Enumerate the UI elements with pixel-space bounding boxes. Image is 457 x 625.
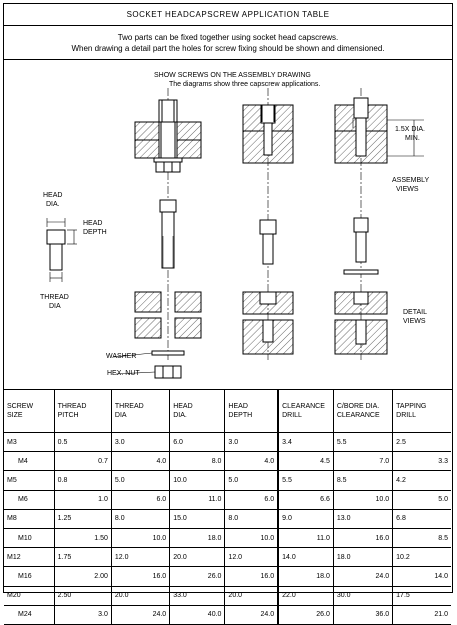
head-depth-label-2: DEPTH: [83, 229, 107, 236]
cell-head-depth: 4.0: [225, 452, 278, 471]
cell-clearance-drill: 5.5: [278, 471, 333, 490]
cell-thread-dia: 6.0: [111, 490, 169, 509]
cell-cbore-dia-clearance: 8.5: [333, 471, 392, 490]
cell-head-dia: 8.0: [170, 452, 225, 471]
sheet-title: SOCKET HEADCAPSCREW APPLICATION TABLE: [4, 4, 452, 26]
cell-thread-dia: 5.0: [111, 471, 169, 490]
cell-clearance-drill: 9.0: [278, 509, 333, 528]
cell-clearance-drill: 4.5: [278, 452, 333, 471]
drawing-sheet: [3, 3, 453, 619]
cell-clearance-drill: 26.0: [278, 605, 333, 624]
cell-cbore-dia-clearance: 10.0: [333, 490, 392, 509]
cell-head-depth: 12.0: [225, 548, 278, 567]
cell-thread-pitch: 2.00: [54, 567, 111, 586]
cell-cbore-dia-clearance: 13.0: [333, 509, 392, 528]
cell-thread-pitch: 0.7: [54, 452, 111, 471]
assembly-heading-1: SHOW SCREWS ON THE ASSEMBLY DRAWING: [154, 72, 311, 79]
cell-thread-pitch: 1.0: [54, 490, 111, 509]
cell-thread-dia: 20.0: [111, 586, 169, 605]
reference-capscrew: [47, 218, 77, 282]
header-cbore-dia-clearance-line-1: C/BORE DIA.: [336, 403, 380, 410]
cell-screw-size: M4: [4, 452, 54, 471]
cell-head-dia: 18.0: [170, 528, 225, 547]
cell-head-depth: 6.0: [225, 490, 278, 509]
header-cbore-dia-clearance: [333, 390, 392, 433]
assembly-heading-2: The diagrams show three capscrew applications.: [169, 81, 321, 88]
cell-head-depth: 10.0: [225, 528, 278, 547]
cell-screw-size: M12: [4, 548, 54, 567]
header-head-dia-line-1: HEAD: [173, 403, 193, 410]
header-tapping-drill-line-2: DRILL: [396, 412, 416, 419]
cell-head-dia: 40.0: [170, 605, 225, 624]
cell-head-depth: 5.0: [225, 471, 278, 490]
capscrew-diagrams: [4, 60, 451, 390]
cell-clearance-drill: 22.0: [278, 586, 333, 605]
header-head-dia: [170, 390, 225, 433]
table-row: [4, 433, 451, 452]
cell-head-depth: 16.0: [225, 567, 278, 586]
header-head-dia-line-2: DIA.: [173, 412, 187, 419]
detail-plates-3: [335, 292, 387, 354]
hex-nut-label: HEX. NUT: [107, 370, 140, 377]
header-head-depth-line-1: HEAD: [228, 403, 248, 410]
header-tapping-drill: [393, 390, 451, 433]
table-row: [4, 586, 451, 605]
intro-line-2: When drawing a detail part the holes for screw fixing should be shown and dimensioned.: [71, 44, 385, 53]
table-row: [4, 509, 451, 528]
dia-note-line-1: 1.5X DIA.: [395, 126, 425, 133]
capscrew-spec-table: [4, 390, 451, 625]
cell-head-dia: 26.0: [170, 567, 225, 586]
table-header-row: [4, 390, 451, 433]
cell-head-dia: 6.0: [170, 433, 225, 452]
intro-line-1: Two parts can be fixed together using socket head capscrews.: [117, 33, 339, 42]
header-screw-size: [4, 390, 54, 433]
cell-screw-size: M16: [4, 567, 54, 586]
assembly-bolt-and-nut: [135, 100, 201, 172]
cell-clearance-drill: 6.6: [278, 490, 333, 509]
detail-views-label-2: VIEWS: [403, 318, 426, 325]
cell-tapping-drill: 4.2: [393, 471, 451, 490]
table-row: [4, 452, 451, 471]
cell-clearance-drill: 3.4: [278, 433, 333, 452]
cell-thread-dia: 4.0: [111, 452, 169, 471]
cell-screw-size: M6: [4, 490, 54, 509]
header-clearance-drill-line-1: CLEARANCE: [282, 403, 325, 410]
header-thread-pitch-line-2: PITCH: [57, 412, 79, 419]
cell-screw-size: M5: [4, 471, 54, 490]
cell-tapping-drill: 3.3: [393, 452, 451, 471]
cell-thread-dia: 10.0: [111, 528, 169, 547]
assembly-views-label-1: ASSEMBLY: [392, 177, 430, 184]
cell-head-depth: 24.0: [225, 605, 278, 624]
cell-cbore-dia-clearance: 18.0: [333, 548, 392, 567]
cell-screw-size: M20: [4, 586, 54, 605]
cell-tapping-drill: 6.8: [393, 509, 451, 528]
cell-thread-pitch: 0.5: [54, 433, 111, 452]
cell-cbore-dia-clearance: 5.5: [333, 433, 392, 452]
washer-label: WASHER: [106, 353, 137, 360]
head-dia-label-1: HEAD: [43, 192, 63, 199]
cell-screw-size: M24: [4, 605, 54, 624]
detail-views-label-1: DETAIL: [403, 309, 427, 316]
table-row: [4, 471, 451, 490]
cell-screw-size: M3: [4, 433, 54, 452]
assembly-drawing-area: [4, 60, 452, 390]
cell-thread-pitch: 1.25: [54, 509, 111, 528]
cell-cbore-dia-clearance: 36.0: [333, 605, 392, 624]
detail-plates-2: [243, 292, 293, 354]
header-thread-dia-line-2: DIA: [114, 412, 127, 419]
cell-screw-size: M10: [4, 528, 54, 547]
header-cbore-dia-clearance-line-2: CLEARANCE: [336, 412, 380, 419]
header-thread-dia: [111, 390, 169, 433]
header-head-depth: [225, 390, 278, 433]
cell-clearance-drill: 14.0: [278, 548, 333, 567]
cell-head-depth: 8.0: [225, 509, 278, 528]
cell-tapping-drill: 14.0: [393, 567, 451, 586]
cell-thread-pitch: 2.50: [54, 586, 111, 605]
cell-cbore-dia-clearance: 16.0: [333, 528, 392, 547]
table-row: [4, 528, 451, 547]
assembly-tapped: [243, 105, 293, 163]
cell-cbore-dia-clearance: 7.0: [333, 452, 392, 471]
cell-thread-dia: 24.0: [111, 605, 169, 624]
intro-text: [4, 26, 452, 60]
thread-dia-label-1: THREAD: [40, 294, 69, 301]
cell-thread-pitch: 0.8: [54, 471, 111, 490]
cell-thread-pitch: 1.50: [54, 528, 111, 547]
head-depth-label-1: HEAD: [83, 220, 103, 227]
cell-head-dia: 10.0: [170, 471, 225, 490]
cell-tapping-drill: 8.5: [393, 528, 451, 547]
table-row: [4, 567, 451, 586]
cell-cbore-dia-clearance: 30.0: [333, 586, 392, 605]
cell-head-dia: 11.0: [170, 490, 225, 509]
header-clearance-drill: [278, 390, 333, 433]
assembly-3: [335, 98, 387, 163]
cell-tapping-drill: 5.0: [393, 490, 451, 509]
header-thread-pitch-line-1: THREAD: [57, 403, 87, 410]
table-row: [4, 490, 451, 509]
table-row: [4, 548, 451, 567]
cell-tapping-drill: 21.0: [393, 605, 451, 624]
header-thread-pitch: [54, 390, 111, 433]
cell-screw-size: M8: [4, 509, 54, 528]
exploded-screw-3: [344, 218, 378, 274]
cell-head-dia: 20.0: [170, 548, 225, 567]
header-screw-size-line-1: SCREW: [7, 403, 34, 410]
cell-head-depth: 20.0: [225, 586, 278, 605]
cell-cbore-dia-clearance: 24.0: [333, 567, 392, 586]
assembly-views-label-2: VIEWS: [396, 186, 419, 193]
cell-head-dia: 33.0: [170, 586, 225, 605]
cell-head-depth: 3.0: [225, 433, 278, 452]
cell-thread-pitch: 3.0: [54, 605, 111, 624]
header-thread-dia-line-1: THREAD: [114, 403, 144, 410]
cell-thread-dia: 12.0: [111, 548, 169, 567]
cell-tapping-drill: 17.5: [393, 586, 451, 605]
table-row: [4, 605, 451, 624]
dia-note-line-2: MIN.: [405, 135, 420, 142]
cell-thread-dia: 3.0: [111, 433, 169, 452]
thread-dia-label-2: DIA: [49, 303, 61, 310]
cell-tapping-drill: 10.2: [393, 548, 451, 567]
cell-clearance-drill: 18.0: [278, 567, 333, 586]
header-tapping-drill-line-1: TAPPING: [396, 403, 427, 410]
header-head-depth-line-2: DEPTH: [228, 412, 253, 419]
header-clearance-drill-line-2: DRILL: [282, 412, 302, 419]
cell-thread-dia: 16.0: [111, 567, 169, 586]
header-screw-size-line-2: SIZE: [7, 412, 23, 419]
exploded-bolt: [160, 200, 176, 268]
cell-thread-pitch: 1.75: [54, 548, 111, 567]
cell-thread-dia: 8.0: [111, 509, 169, 528]
cell-head-dia: 15.0: [170, 509, 225, 528]
head-dia-label-2: DIA.: [46, 201, 60, 208]
exploded-screw-2: [260, 220, 276, 264]
cell-tapping-drill: 2.5: [393, 433, 451, 452]
cell-clearance-drill: 11.0: [278, 528, 333, 547]
table-body: [4, 433, 451, 625]
